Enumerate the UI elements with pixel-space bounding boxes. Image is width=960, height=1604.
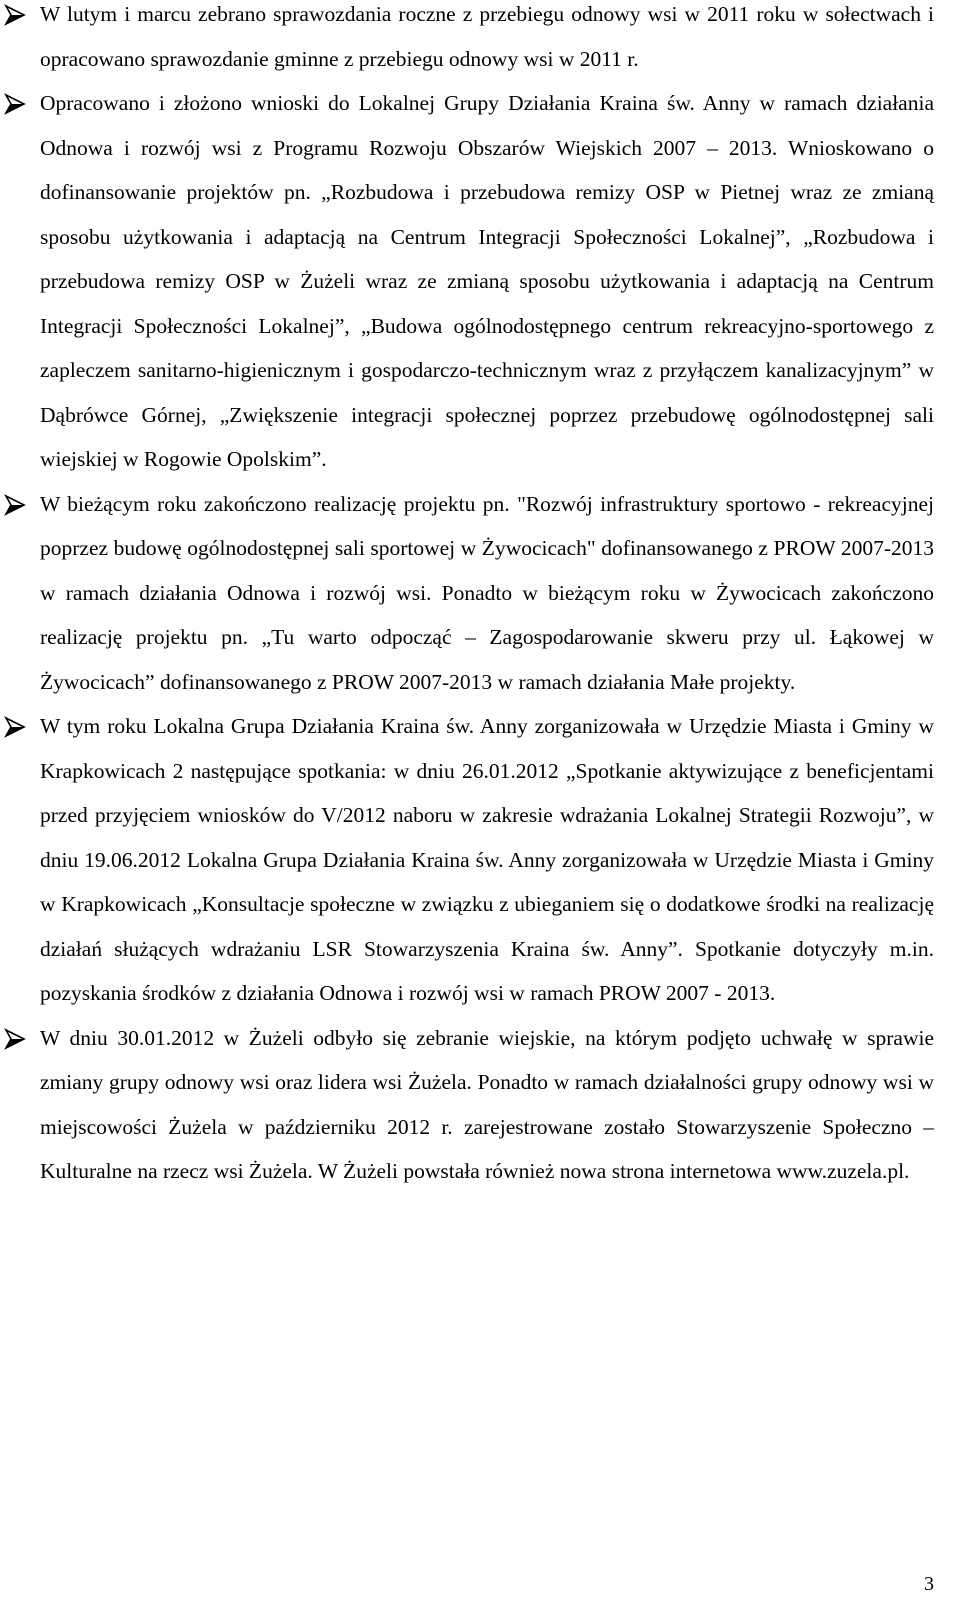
arrowhead-bullet-icon — [4, 93, 26, 115]
list-item — [0, 81, 960, 482]
bullet-text: Opracowano i złożono wnioski do Lokalnej Grupy Działania Kraina św. Anny w ramach działania Odnowa i rozwój wsi z Programu Rozwoju Obszarów Wiejskich 2007 – 2013. Wnioskowano o dofinansowanie projektów pn. „Rozbudowa i przebudowa remizy OSP w Pietnej wraz ze zmianą sposobu użytkowania i adaptacją na Centrum Integracji Społeczności Lokalnej”, „Rozbudowa i przebudowa remizy OSP w Żużeli wraz ze zmianą sposobu użytkowania i adaptacją na Centrum Integracji Społeczności Lokalnej”, „Budowa ogólnodostępnego centrum rekreacyjno-sportowego z zapleczem sanitarno-higienicznym i gospodarczo-technicznym wraz z przyłączem kanalizacyjnym” w Dąbrówce Górnej, „Zwiększenie integracji społecznej poprzez przebudowę ogólnodostępnej sali wiejskiej w Rogowie Opolskim”. — [40, 91, 934, 471]
arrowhead-bullet-icon — [4, 4, 26, 26]
bullet-text: W dniu 30.01.2012 w Żużeli odbyło się zebranie wiejskie, na którym podjęto uchwałę w sprawie zmiany grupy odnowy wsi oraz lidera wsi Żużela. Ponadto w ramach działalności grupy odnowy wsi w miejscowości Żużela w październiku 2012 r. zarejestrowane zostało Stowarzyszenie Społeczno – Kulturalne na rzecz wsi Żużela. W Żużeli powstała również nowa strona internetowa www.zuzela.pl. — [40, 1025, 934, 1183]
arrowhead-bullet-icon — [4, 494, 26, 516]
bullet-text: W lutym i marcu zebrano sprawozdania roczne z przebiegu odnowy wsi w 2011 roku w sołectwach i opracowano sprawozdanie gminne z przebiegu odnowy wsi w 2011 r. — [40, 2, 934, 71]
list-item — [0, 1016, 960, 1194]
bullet-text: W bieżącym roku zakończono realizację projektu pn. "Rozwój infrastruktury sportowo - rekreacyjnej poprzez budowę ogólnodostępnej sali sportowej w Żywocicach" dofinansowanego z PROW 2007-2013 w ramach działania Odnowa i rozwój wsi. Ponadto w bieżącym roku w Żywocicach zakończono realizację projektu pn. „Tu warto odpocząć – Zagospodarowanie skweru przy ul. Łąkowej w Żywocicach” dofinansowanego z PROW 2007-2013 w ramach działania Małe projekty. — [40, 491, 934, 694]
list-item — [0, 0, 960, 81]
list-item — [0, 704, 960, 1016]
page-number: 3 — [924, 1573, 934, 1595]
bullet-text: W tym roku Lokalna Grupa Działania Kraina św. Anny zorganizowała w Urzędzie Miasta i Gminy w Krapkowicach 2 następujące spotkania: w dniu 26.01.2012 „Spotkanie aktywizujące z beneficjentami przed przyjęciem wniosków do V/2012 naboru w zakresie wdrażania Lokalnej Strategii Rozwoju”, w dniu 19.06.2012 Lokalna Grupa Działania Kraina św. Anny zorganizowała w Urzędzie Miasta i Gminy w Krapkowicach „Konsultacje społeczne w związku z ubieganiem się o dodatkowe środki na realizację działań służących wdrażaniu LSR Stowarzyszenia Kraina św. Anny”. Spotkanie dotyczyły m.in. pozyskania środków z działania Odnowa i rozwój wsi w ramach PROW 2007 - 2013. — [40, 714, 934, 1005]
list-item — [0, 482, 960, 705]
arrowhead-bullet-icon — [4, 716, 26, 738]
arrowhead-bullet-icon — [4, 1028, 26, 1050]
